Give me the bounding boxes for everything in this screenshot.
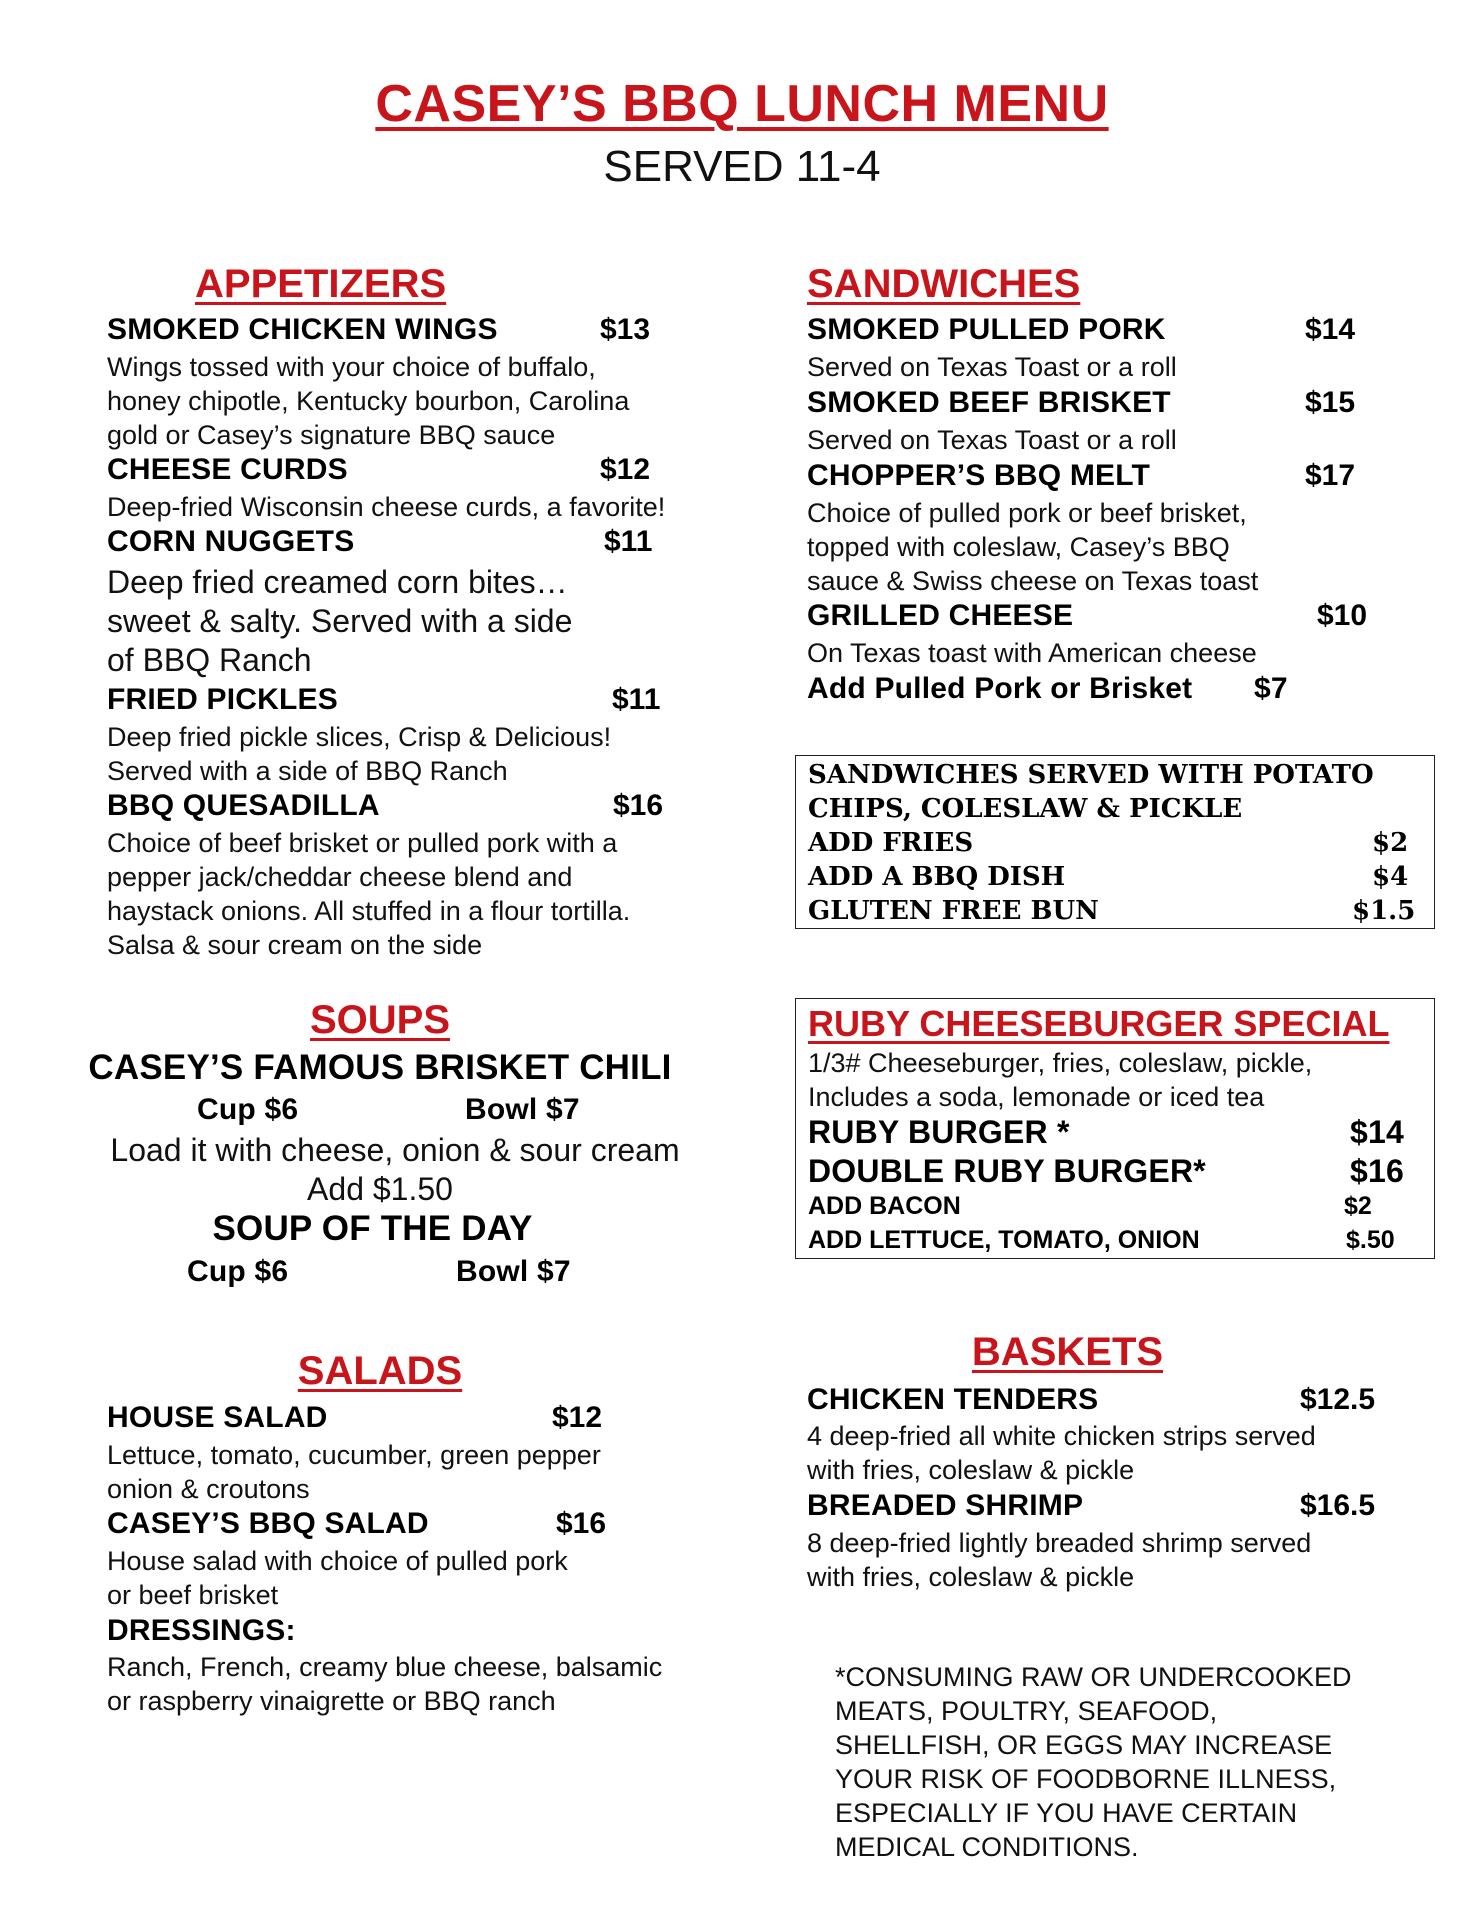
menu-item-desc: gold or Casey’s signature BBQ sauce bbox=[107, 420, 556, 450]
menu-item-desc: with fries, coleslaw & pickle bbox=[807, 1562, 1135, 1592]
menu-item-name: CHICKEN TENDERS bbox=[807, 1383, 1099, 1416]
soup-of-the-day-name: SOUP OF THE DAY bbox=[212, 1209, 533, 1248]
menu-title: CASEY’S BBQ LUNCH MENU bbox=[375, 75, 1109, 133]
menu-item-name: CHEESE CURDS bbox=[107, 453, 348, 486]
ruby-special-desc: Includes a soda, lemonade or iced tea bbox=[808, 1082, 1265, 1112]
disclaimer-line: MEATS, POULTRY, SEAFOOD, bbox=[835, 1696, 1218, 1726]
salads-heading: SALADS bbox=[297, 1349, 463, 1393]
ruby-addon-price: $.50 bbox=[1346, 1226, 1395, 1254]
sandwich-add-price: $7 bbox=[1254, 672, 1288, 705]
menu-item-name: DOUBLE RUBY BURGER* bbox=[808, 1153, 1206, 1189]
menu-item-name: RUBY BURGER * bbox=[808, 1114, 1070, 1150]
menu-item-desc: with fries, coleslaw & pickle bbox=[807, 1455, 1135, 1485]
menu-item-desc: haystack onions. All stuffed in a flour tortilla. bbox=[107, 896, 631, 926]
dressings-label: DRESSINGS: bbox=[107, 1614, 296, 1647]
menu-item-price: $11 bbox=[604, 525, 653, 558]
menu-item-desc: Lettuce, tomato, cucumber, green pepper bbox=[107, 1440, 601, 1470]
menu-subtitle: SERVED 11-4 bbox=[603, 142, 881, 191]
soups-heading: SOUPS bbox=[309, 998, 451, 1042]
ruby-special-desc: 1/3# Cheeseburger, fries, coleslaw, pickle, bbox=[808, 1048, 1313, 1078]
menu-item-desc: or beef brisket bbox=[107, 1580, 279, 1610]
soup-add-line: Add $1.50 bbox=[307, 1171, 453, 1207]
menu-item-name: BBQ QUESADILLA bbox=[107, 789, 380, 822]
menu-item-price: $10 bbox=[1317, 599, 1368, 632]
sides-row-price: $2 bbox=[1372, 828, 1409, 858]
sandwich-add-line: Add Pulled Pork or Brisket bbox=[807, 672, 1193, 705]
menu-item-desc: of BBQ Ranch bbox=[107, 642, 312, 678]
sides-box-line2: CHIPS, COLESLAW & PICKLE bbox=[808, 794, 1243, 824]
sides-row-label: ADD A BBQ DISH bbox=[808, 862, 1066, 892]
menu-item-desc: Deep-fried Wisconsin cheese curds, a favorite! bbox=[107, 492, 666, 522]
disclaimer-line: *CONSUMING RAW OR UNDERCOOKED bbox=[835, 1662, 1352, 1692]
appetizers-heading: APPETIZERS bbox=[195, 262, 447, 306]
menu-item-price: $13 bbox=[600, 313, 651, 346]
menu-item-desc: Served on Texas Toast or a roll bbox=[807, 352, 1177, 382]
disclaimer-line: MEDICAL CONDITIONS. bbox=[835, 1832, 1139, 1862]
menu-item-desc: sweet & salty. Served with a side bbox=[107, 603, 573, 639]
menu-item-name: CASEY’S BBQ SALAD bbox=[107, 1507, 429, 1540]
dressings-desc: or raspberry vinaigrette or BBQ ranch bbox=[107, 1686, 556, 1716]
baskets-heading: BASKETS bbox=[971, 1330, 1164, 1374]
chili-bowl-price: Bowl $7 bbox=[465, 1093, 580, 1126]
sides-row-price: $4 bbox=[1372, 862, 1409, 892]
menu-item-desc: onion & croutons bbox=[107, 1474, 310, 1504]
menu-item-name: CORN NUGGETS bbox=[107, 525, 355, 558]
ruby-special-heading: RUBY CHEESEBURGER SPECIAL bbox=[808, 1003, 1390, 1044]
menu-item-name: SMOKED BEEF BRISKET bbox=[807, 386, 1171, 419]
menu-item-desc: sauce & Swiss cheese on Texas toast bbox=[807, 566, 1259, 596]
disclaimer-line: SHELLFISH, OR EGGS MAY INCREASE bbox=[835, 1730, 1333, 1760]
sides-box-line1: SANDWICHES SERVED WITH POTATO bbox=[808, 760, 1374, 790]
menu-item-price: $16 bbox=[613, 789, 664, 822]
sotd-bowl-price: Bowl $7 bbox=[456, 1255, 571, 1288]
menu-item-price: $14 bbox=[1350, 1114, 1404, 1150]
menu-item-name: FRIED PICKLES bbox=[107, 683, 338, 716]
sandwiches-heading: SANDWICHES bbox=[807, 262, 1081, 306]
menu-item-desc: 8 deep-fried lightly breaded shrimp served bbox=[807, 1528, 1312, 1558]
menu-item-price: $14 bbox=[1305, 313, 1356, 346]
sides-row-price: $1.5 bbox=[1352, 896, 1416, 926]
menu-item-desc: honey chipotle, Kentucky bourbon, Carolina bbox=[107, 386, 630, 416]
sides-row-label: GLUTEN FREE BUN bbox=[808, 896, 1099, 926]
menu-item-price: $15 bbox=[1305, 386, 1356, 419]
ruby-addon-name: ADD BACON bbox=[808, 1192, 961, 1220]
menu-item-price: $12 bbox=[552, 1401, 603, 1434]
menu-item-price: $12.5 bbox=[1300, 1383, 1376, 1416]
sotd-cup-price: Cup $6 bbox=[187, 1255, 289, 1288]
menu-item-desc: Choice of beef brisket or pulled pork with a bbox=[107, 828, 618, 858]
menu-item-price: $17 bbox=[1305, 459, 1356, 492]
menu-item-desc: Deep fried creamed corn bites… bbox=[107, 564, 568, 600]
disclaimer-line: YOUR RISK OF FOODBORNE ILLNESS, bbox=[835, 1764, 1337, 1794]
menu-item-price: $11 bbox=[612, 683, 661, 716]
menu-item-desc: Served on Texas Toast or a roll bbox=[807, 425, 1177, 455]
chili-cup-price: Cup $6 bbox=[197, 1093, 299, 1126]
dressings-desc: Ranch, French, creamy blue cheese, balsamic bbox=[107, 1652, 663, 1682]
menu-item-desc: 4 deep-fried all white chicken strips served bbox=[807, 1421, 1316, 1451]
disclaimer-line: ESPECIALLY IF YOU HAVE CERTAIN bbox=[835, 1798, 1298, 1828]
menu-item-name: HOUSE SALAD bbox=[107, 1401, 328, 1434]
ruby-addon-price: $2 bbox=[1344, 1192, 1372, 1220]
menu-item-price: $12 bbox=[600, 453, 651, 486]
menu-item-desc: Wings tossed with your choice of buffalo, bbox=[107, 352, 596, 382]
chili-name: CASEY’S FAMOUS BRISKET CHILI bbox=[88, 1048, 672, 1087]
menu-item-desc: Salsa & sour cream on the side bbox=[107, 930, 483, 960]
menu-item-desc: Choice of pulled pork or beef brisket, bbox=[807, 498, 1247, 528]
menu-item-name: SMOKED CHICKEN WINGS bbox=[107, 313, 498, 346]
menu-item-name: CHOPPER’S BBQ MELT bbox=[807, 459, 1151, 492]
menu-item-name: GRILLED CHEESE bbox=[807, 599, 1074, 632]
soup-load-line: Load it with cheese, onion & sour cream bbox=[110, 1132, 680, 1168]
menu-item-price: $16.5 bbox=[1300, 1489, 1376, 1522]
sides-row-label: ADD FRIES bbox=[808, 828, 974, 858]
menu-item-desc: pepper jack/cheddar cheese blend and bbox=[107, 862, 573, 892]
menu-item-desc: House salad with choice of pulled pork bbox=[107, 1546, 568, 1576]
menu-item-price: $16 bbox=[556, 1507, 607, 1540]
menu-item-name: BREADED SHRIMP bbox=[807, 1489, 1084, 1522]
ruby-addon-name: ADD LETTUCE, TOMATO, ONION bbox=[808, 1226, 1200, 1254]
menu-item-desc: Deep fried pickle slices, Crisp & Delicious! bbox=[107, 722, 612, 752]
menu-item-name: SMOKED PULLED PORK bbox=[807, 313, 1166, 346]
menu-item-desc: Served with a side of BBQ Ranch bbox=[107, 756, 508, 786]
menu-item-desc: topped with coleslaw, Casey’s BBQ bbox=[807, 532, 1230, 562]
menu-item-price: $16 bbox=[1350, 1153, 1404, 1189]
menu-item-desc: On Texas toast with American cheese bbox=[807, 638, 1257, 668]
